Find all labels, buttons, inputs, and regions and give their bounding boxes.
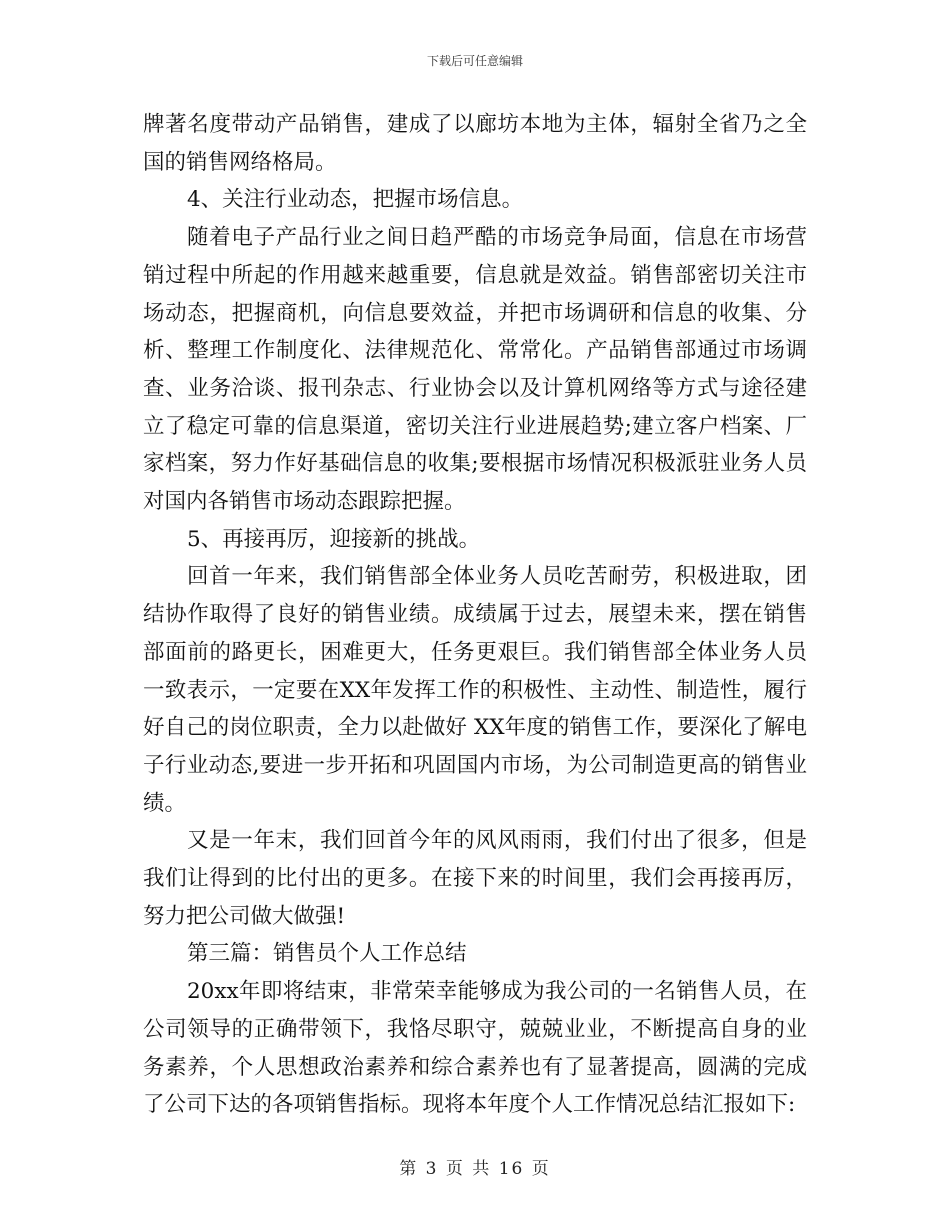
paragraph-market-info: 随着电子产品行业之间日趋严酷的市场竞争局面，信息在市场营销过程中所起的作用越来越重要，信息就是效益。销售部密切关注市场动态，把握商机，向信息要效益，并把市场调研和信息的收集、分析、整理工作制度化、法律规范化、常常化。产品销售部通过市场调查、业务洽谈、报刊杂志、行业协会以及计算机网络等方式与途径建立了稳定可靠的信息渠道，密切关注行业进展趋势;建立客户档案、厂家档案，努力作好基础信息的收集;要根据市场情况积极派驻业务人员对国内各销售市场动态跟踪把握。 [143,225,807,515]
paragraph-continuation: 牌著名度带动产品销售，建成了以廊坊本地为主体，辐射全省乃之全国的销售网络格局。 [143,112,807,175]
page-header-note: 下载后可任意编辑 [426,54,523,68]
chapter-title-part-3: 第三篇：销售员个人工作总结 [187,941,467,967]
document-body [143,106,807,1124]
paragraph-review: 回首一年来，我们销售部全体业务人员吃苦耐劳，积极进取，团结协作取得了良好的销售业绩。成绩属于过去，展望未来，摆在销售部面前的路更长，困难更大，任务更艰巨。我们销售部全体业务人员一致表示，一定要在XX年发挥工作的积极性、主动性、制造性，履行好自己的岗位职责，全力以赴做好 XX年度的销售工作，要深化了解电子行业动态,要进一步开拓和巩固国内市场，为公司制造更高的销售业绩。 [143,564,807,816]
paragraph-intro-part-3: 20xx年即将结束，非常荣幸能够成为我公司的一名销售人员，在公司领导的正确带领下，我恪尽职守，兢兢业业，不断提高自身的业务素养，个人思想政治素养和综合素养也有了显著提高，圆满的完成了公司下达的各项销售指标。现将本年度个人工作情况总结汇报如下: [143,979,807,1118]
page-number: 第 3 页 共 16 页 [399,1159,551,1179]
paragraph-year-end: 又是一年末，我们回首今年的风风雨雨，我们付出了很多，但是我们让得到的比付出的更多。在接下来的时间里，我们会再接再厉，努力把公司做大做强! [143,828,807,929]
section-heading-5: 5、再接再厉，迎接新的挑战。 [187,526,481,552]
section-heading-4: 4、关注行业动态，把握市场信息。 [187,187,524,213]
